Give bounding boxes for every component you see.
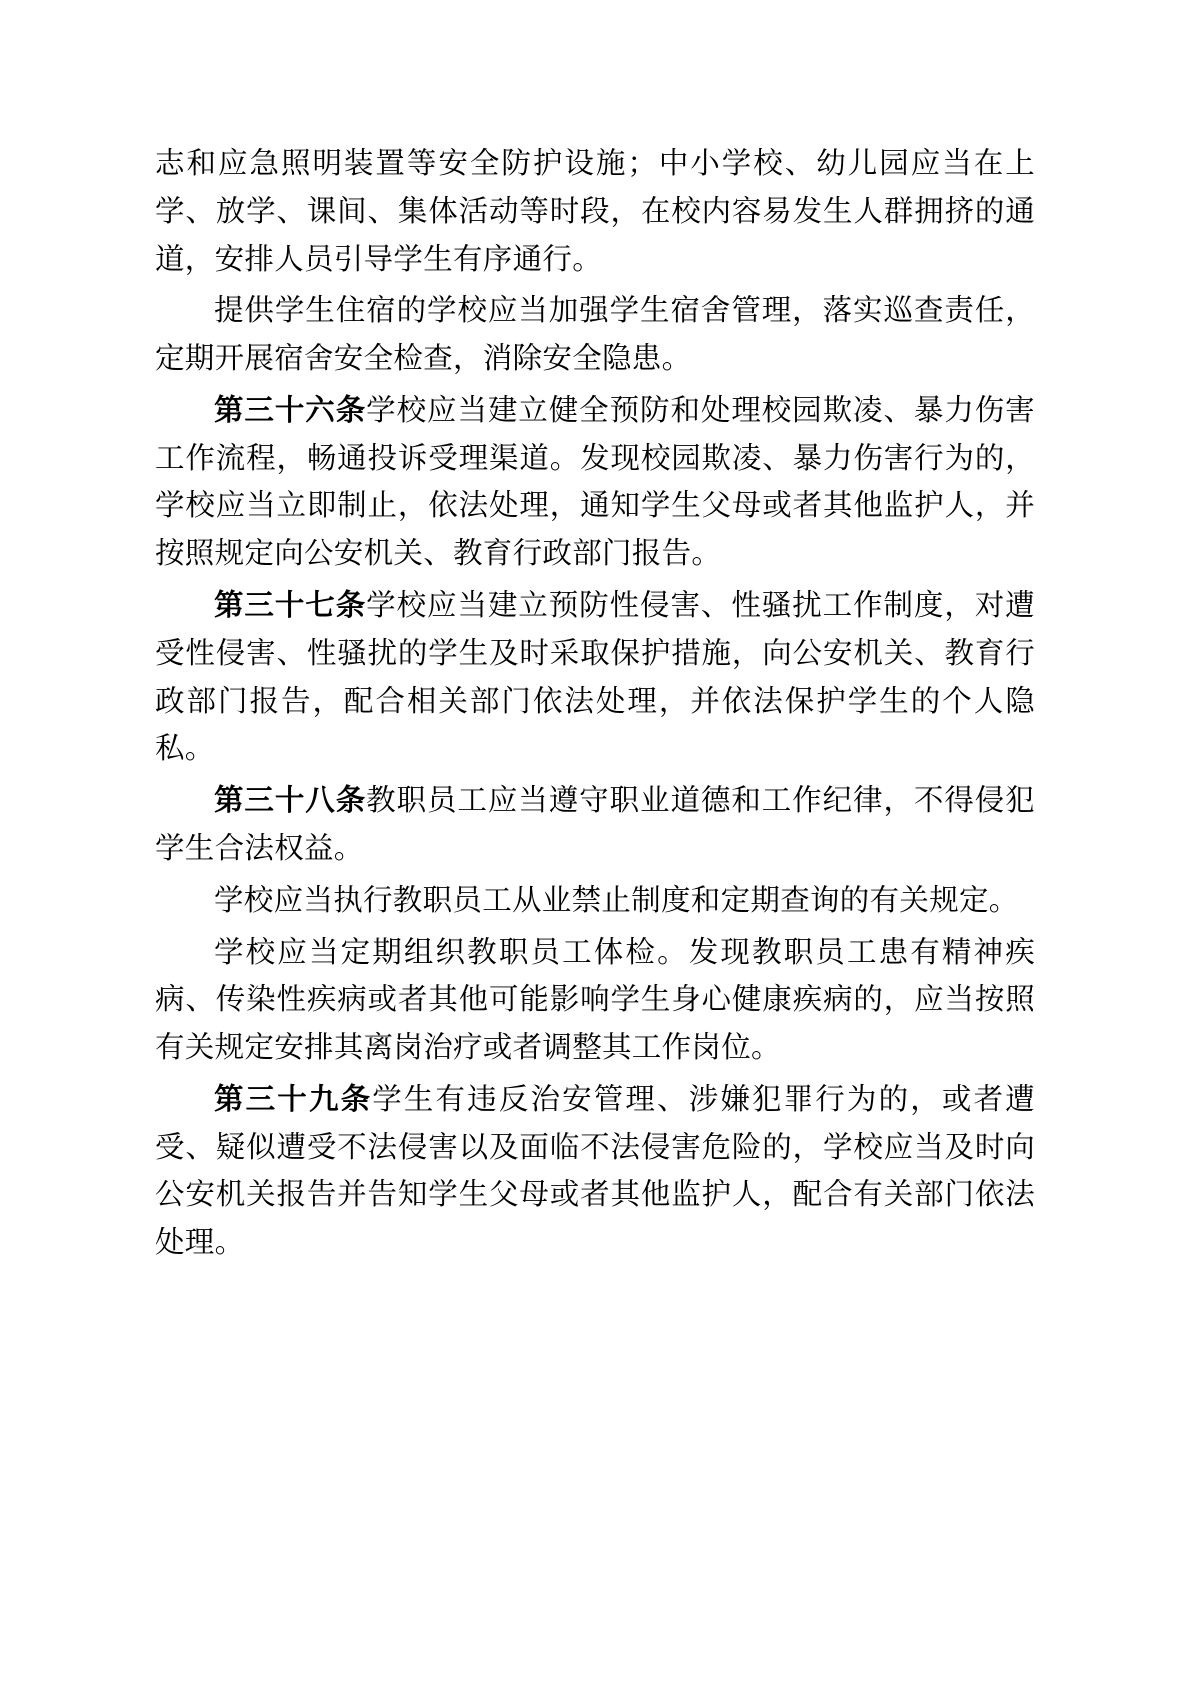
paragraph-text: 学校应当建立预防性侵害、性骚扰工作制度，对遭受性侵害、性骚扰的学生及时采取保护措施，向公安机关、教育行政部门报告，配合相关部门依法处理，并依法保护学生的个人隐私。 (155, 589, 1035, 766)
paragraph (155, 387, 1035, 578)
document-body (155, 140, 1035, 1267)
paragraph (155, 1076, 1035, 1267)
article-number: 第三十九条 (214, 1082, 373, 1116)
paragraph (155, 877, 1035, 925)
paragraph-text: 学校应当定期组织教职员工体检。发现教职员工患有精神疾病、传染性疾病或者其他可能影响学生身心健康疾病的，应当按照有关规定安排其离岗治疗或者调整其工作岗位。 (155, 935, 1035, 1065)
paragraph (155, 582, 1035, 773)
article-number: 第三十六条 (214, 393, 367, 427)
paragraph (155, 287, 1035, 383)
paragraph-text: 学校应当执行教职员工从业禁止制度和定期查询的有关规定。 (214, 883, 1019, 917)
paragraph-text: 学校应当建立健全预防和处理校园欺凌、暴力伤害工作流程，畅通投诉受理渠道。发现校园欺凌、暴力伤害行为的，学校应当立即制止，依法处理，通知学生父母或者其他监护人，并按照规定向公安机关、教育行政部门报告。 (155, 393, 1035, 571)
paragraph-text: 学生有违反治安管理、涉嫌犯罪行为的，或者遭受、疑似遭受不法侵害以及面临不法侵害危险的，学校应当及时向公安机关报告并告知学生父母或者其他监护人，配合有关部门依法处理。 (155, 1082, 1035, 1260)
article-number: 第三十八条 (214, 784, 367, 818)
article-number: 第三十七条 (214, 589, 367, 623)
paragraph-text: 志和应急照明装置等安全防护设施；中小学校、幼儿园应当在上学、放学、课间、集体活动等时段，在校内容易发生人群拥挤的通道，安排人员引导学生有序通行。 (155, 147, 1035, 276)
paragraph-text: 提供学生住宿的学校应当加强学生宿舍管理，落实巡查责任，定期开展宿舍安全检查，消除安全隐患。 (155, 294, 1035, 376)
paragraph-text: 教职员工应当遵守职业道德和工作纪律，不得侵犯学生合法权益。 (155, 784, 1035, 865)
paragraph (155, 140, 1035, 283)
paragraph (155, 929, 1035, 1072)
paragraph (155, 777, 1035, 873)
